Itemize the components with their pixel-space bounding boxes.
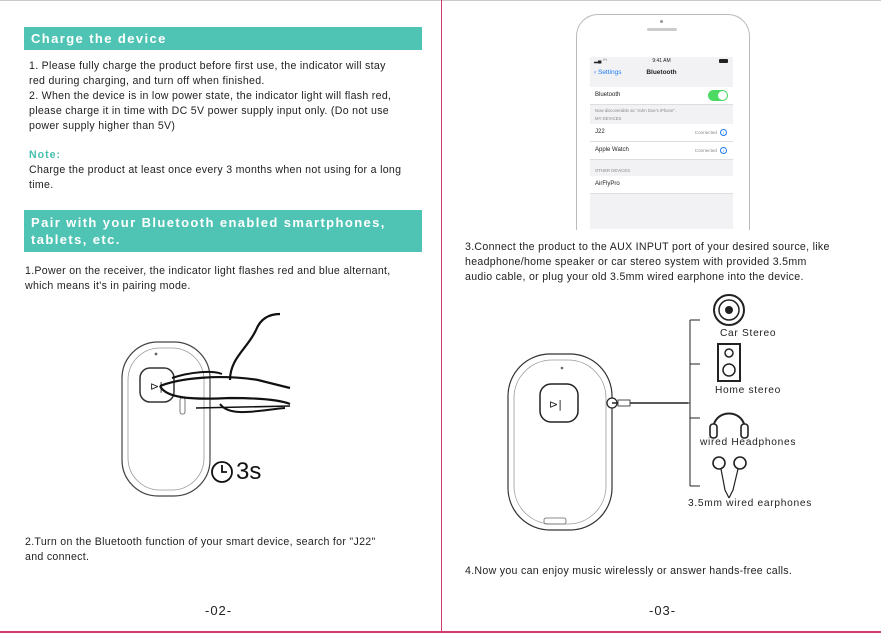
label-wired-headphones: wired Headphones — [700, 437, 797, 448]
charge-line-5: power supply higher than 5V) — [29, 120, 176, 132]
connect-step-3 — [465, 240, 875, 285]
device-status: Connected — [694, 130, 717, 135]
status-bar — [590, 57, 733, 66]
charge-line-1: 1. Please fully charge the product before first use, the indicator will stay — [29, 60, 386, 72]
note-line-1: Charge the product at least once every 3 months when not using for a long — [29, 164, 402, 176]
timer-label: 3s — [236, 458, 262, 485]
headphones-icon — [710, 414, 748, 439]
device-row-j22[interactable] — [590, 124, 733, 142]
bluetooth-toggle-row — [590, 87, 733, 105]
back-button[interactable]: ‹ Settings — [594, 69, 622, 76]
note-line-2: time. — [29, 179, 54, 191]
device-status: Connected — [694, 148, 717, 153]
discoverable-text: Now discoverable as "John Doe's iPhone". — [595, 108, 677, 113]
device-name: Apple Watch — [595, 147, 629, 153]
pair-step-1 — [25, 264, 435, 294]
receiver-device-side — [508, 354, 617, 530]
device-logo-icon: ⊳| — [549, 398, 562, 411]
step-3-line-1: 3.Connect the product to the AUX INPUT port of your desired source, like — [465, 241, 830, 253]
nav-title: Bluetooth — [646, 69, 677, 76]
pair-title-line-1: Pair with your Bluetooth enabled smartphones, — [31, 215, 386, 230]
my-devices-header: MY DEVICES — [595, 116, 622, 121]
pair-step-1-line-1: 1.Power on the receiver, the indicator light flashes red and blue alternant, — [25, 265, 391, 277]
pair-title-line-2: tablets, etc. — [31, 232, 121, 247]
label-car-stereo: Car Stereo — [720, 328, 777, 339]
nav-bar — [590, 66, 733, 80]
speaker-icon — [718, 344, 740, 381]
label-wired-earphones: 3.5mm wired earphones — [688, 498, 812, 509]
device-row-apple-watch[interactable] — [590, 142, 733, 160]
phone-speaker — [647, 28, 677, 31]
device-name: J22 — [595, 129, 605, 135]
bluetooth-toggle[interactable] — [708, 90, 728, 101]
phone-camera — [660, 20, 663, 23]
label-home-stereo: Home stereo — [715, 385, 782, 396]
charge-line-4: please charge it in time with DC 5V power supply input only. (Do not use — [29, 105, 389, 117]
signal-icon: ▂▄ ◠ — [594, 58, 608, 64]
page-right — [442, 0, 881, 633]
section-title-pair — [24, 210, 422, 252]
earphones-icon — [713, 457, 746, 498]
status-time: 9:41 AM — [652, 58, 671, 64]
svg-text:⊳|: ⊳| — [150, 380, 163, 393]
page-top-border — [0, 0, 441, 1]
page-top-border-right — [442, 0, 881, 1]
info-icon[interactable]: i — [720, 147, 727, 154]
pair-step-2 — [25, 535, 435, 565]
battery-icon — [719, 59, 728, 63]
clock-icon — [210, 460, 234, 484]
pair-step-2-line-1: 2.Turn on the Bluetooth function of your smart device, search for "J22" — [25, 536, 376, 548]
bluetooth-label: Bluetooth — [595, 92, 621, 98]
pair-step-2-line-2: and connect. — [25, 551, 90, 563]
car-stereo-icon — [714, 295, 744, 325]
section-title-charge: Charge the device — [24, 27, 422, 50]
step-3-line-2: headphone/home speaker or car stereo system with provided 3.5mm — [465, 256, 807, 268]
device-name: AirFlyPro — [595, 181, 620, 187]
page-number-right: -03- — [649, 603, 677, 618]
other-devices-header: OTHER DEVICES — [595, 168, 631, 173]
charge-line-3: 2. When the device is in low power state, the indicator light will flash red, — [29, 90, 392, 102]
receiver-device — [122, 342, 210, 496]
back-label: Settings — [597, 69, 622, 76]
device-row-airflypro[interactable] — [590, 176, 733, 194]
note-label: Note: — [29, 149, 62, 161]
step-3-line-3: audio cable, or plug your old 3.5mm wired earphone into the device. — [465, 271, 804, 283]
phone-screen — [590, 57, 733, 229]
info-icon[interactable]: i — [720, 129, 727, 136]
enjoy-step-4: 4.Now you can enjoy music wirelessly or answer hands-free calls. — [465, 565, 793, 577]
charge-line-2: red during charging, and turn off when finished. — [29, 75, 265, 87]
pair-step-1-line-2: which means it's in pairing mode. — [25, 280, 191, 292]
page-number-left: -02- — [205, 603, 233, 618]
charge-instructions — [29, 59, 429, 193]
